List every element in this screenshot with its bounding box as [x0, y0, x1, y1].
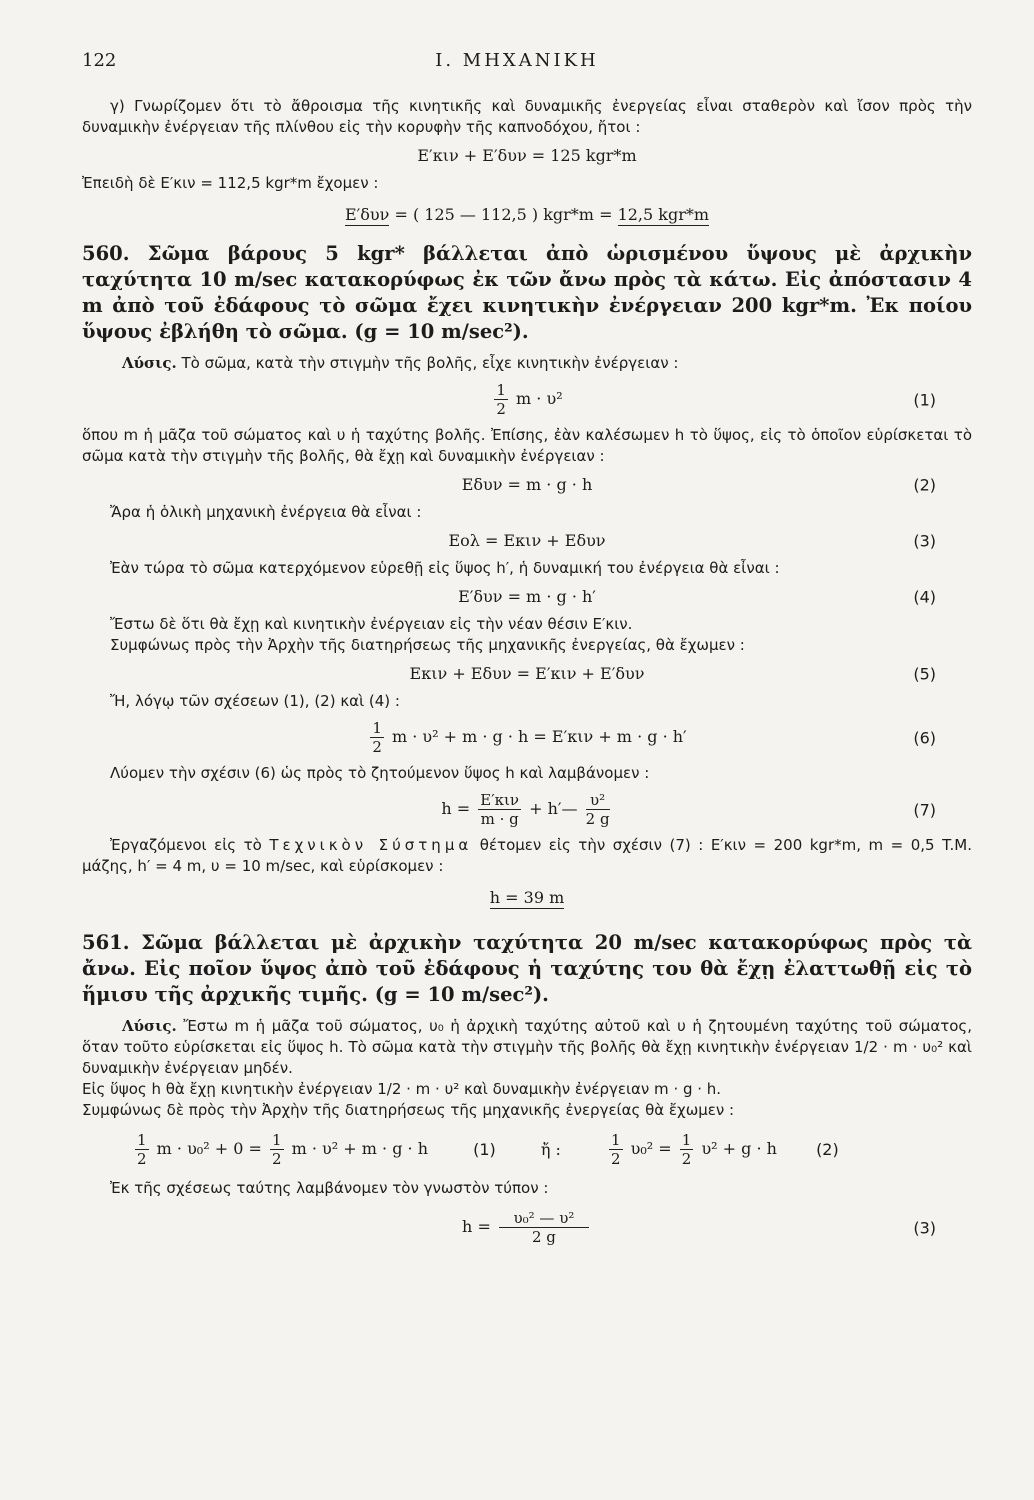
lysis-text: Ἔστω m ἡ μᾶζα τοῦ σώματος, υ₀ ἡ ἀρχικὴ ταχύτης αὐτοῦ καὶ υ ἡ ζητουμένη ταχύτης τοῦ σώματος, ὅταν τοῦτο εὑρίσκεται εἰς ὕψος h. Τὸ σῶμα κατὰ τὴν στιγμὴν τῆς βολῆς θὰ ἔχῃ κινητικὴν ἐνέργειαν 1/2 · m · υ₀² καὶ δυναμικὴν ἐνέργειαν μηδέν. — [82, 1017, 972, 1077]
problem-561-statement: 561. Σῶμα βάλλεται μὲ ἀρχικὴν ταχύτητα 20 m/sec κατακορύφως πρὸς τὰ ἄνω. Εἰς ποῖον ὕψος ἀπὸ τοῦ ἐδάφους ἡ ταχύτης του θὰ ἔχῃ ἐλαττωθῇ εἰς τὸ ἥμισυ τῆς ἀρχικῆς τιμῆς. (g = 10 m/sec²). — [82, 931, 972, 1006]
problem-560-text2: ὅπου m ἡ μᾶζα τοῦ σώματος καὶ υ ἡ ταχύτης βολῆς. Ἐπίσης, ἐὰν καλέσωμεν h τὸ ὕψος, εἰς τὸ ὁποῖον εὑρίσκεται τὸ σῶμα κατὰ τὴν στιγμὴν τῆς βολῆς, θὰ ἔχῃ καὶ δυναμικὴν ἐνέργειαν : — [82, 426, 972, 465]
eq-text: E′κιν + E′δυν = 125 kgr*m — [417, 146, 637, 165]
eq1-rest: m · υ² — [516, 389, 563, 408]
problem-560-text3: Ἄρα ἡ ὁλικὴ μηχανικὴ ἐνέργεια θὰ εἶναι : — [110, 503, 422, 521]
part-gamma-eq2 — [82, 204, 972, 225]
problem-560-eq5 — [82, 663, 972, 684]
eq6-rest: m · υ² + m · g · h = E′κιν + m · g · h′ — [391, 727, 687, 746]
fraction-v2-over-2g — [586, 791, 610, 828]
frac-num: 1 — [611, 1131, 621, 1149]
c1-number: (1) — [473, 1140, 496, 1159]
c-or: ἤ : — [540, 1140, 561, 1159]
fraction-ekin-over-mg — [478, 791, 521, 828]
lysis-intro: Τὸ σῶμα, κατὰ τὴν στιγμὴν τῆς βολῆς, εἶχε κινητικὴν ἐνέργειαν : — [181, 354, 679, 372]
problem-560-text9 — [82, 835, 972, 877]
problem-560-statement: 560. Σῶμα βάρους 5 kgr* βάλλεται ἀπὸ ὡρισμένου ὕψους μὲ ἀρχικὴν ταχύτητα 10 m/sec κατακορύφως ἐκ τῶν ἄνω πρὸς τὰ κάτω. Εἰς ἀπόστασιν 4 m ἀπὸ τοῦ ἐδάφους τὸ σῶμα ἔχει κινητικὴν ἐνέργειαν 200 kgr*m. Ἐκ ποίου ὕψους ἐβλήθη τὸ σῶμα. (g = 10 m/sec²). — [82, 242, 972, 343]
fraction-half — [609, 1131, 623, 1168]
problem-560-text8: Λύομεν τὴν σχέσιν (6) ὡς πρὸς τὸ ζητούμενον ὕψος h καὶ λαμβάνομεν : — [110, 764, 650, 782]
page-content — [82, 96, 972, 1253]
frac-num: υ₀² — υ² — [499, 1209, 589, 1228]
eq3-text: Eολ = Eκιν + Eδυν — [448, 531, 606, 550]
text9-a: Ἐργαζόμενοι εἰς τὸ — [110, 836, 262, 854]
eq7-number: (7) — [913, 800, 936, 819]
fraction-height-formula — [499, 1209, 589, 1246]
frac-den: m · g — [480, 810, 519, 828]
problem-560-text6: Συμφώνως πρὸς τὴν Ἀρχὴν τῆς διατηρήσεως τῆς μηχανικῆς ἐνεργείας, θὰ ἔχωμεν : — [110, 636, 745, 654]
lysis-label: Λύσις. — [122, 354, 177, 372]
frac-num: 1 — [137, 1131, 147, 1149]
eq5-number: (5) — [913, 664, 936, 683]
frac-den: 2 — [137, 1150, 147, 1168]
problem-561-combined-equations — [82, 1131, 972, 1168]
problem-560-text4: Ἐὰν τώρα τὸ σῶμα κατερχόμενον εὑρεθῇ εἰς ὕψος h′, ἡ δυναμική του ἐνέργεια θὰ εἶναι : — [110, 559, 780, 577]
eq6-number: (6) — [913, 728, 936, 747]
fraction-half — [494, 381, 508, 418]
frac-den: 2 g — [531, 1228, 556, 1246]
problem-561-text4: Ἐκ τῆς σχέσεως ταύτης λαμβάνομεν τὸν γνωστὸν τύπον : — [110, 1179, 549, 1197]
problem-560-result — [82, 887, 972, 908]
frac-num: E′κιν — [480, 791, 520, 809]
c2-a: υ₀² = — [630, 1139, 672, 1158]
frac-num: 1 — [681, 1131, 692, 1149]
eq4-number: (4) — [913, 587, 936, 606]
result-value: h = 39 m — [489, 888, 565, 907]
frac-num: 1 — [372, 719, 382, 737]
eq3-number: (3) — [913, 531, 936, 550]
page-number: 122 — [82, 50, 117, 71]
c1-a: m · υ₀² + 0 = — [156, 1139, 262, 1158]
eq2-number: (2) — [913, 475, 936, 494]
eq7-lhs: h = — [441, 799, 471, 818]
fraction-half — [370, 719, 384, 756]
running-title: Ι. ΜΗΧΑΝΙΚΗ — [435, 50, 599, 71]
frac-den: 2 — [372, 738, 382, 756]
problem-560-text5: Ἔστω δὲ ὅτι θὰ ἔχῃ καὶ κινητικὴν ἐνέργειαν εἰς τὴν νέαν θέσιν E′κιν. — [110, 615, 633, 633]
frac-den: 2 — [681, 1150, 692, 1168]
problem-560-eq7 — [82, 791, 972, 828]
problem-560-eq4 — [82, 586, 972, 607]
problem-560-eq6 — [82, 719, 972, 756]
eq3-lhs: h = — [462, 1217, 491, 1236]
problem-561-lysis — [82, 1016, 972, 1079]
c2-number: (2) — [816, 1140, 839, 1159]
part-gamma-text: γ) Γνωρίζομεν ὅτι τὸ ἄθροισμα τῆς κινητικῆς καὶ δυναμικῆς ἐνεργείας εἶναι σταθερὸν καὶ ἴσον πρὸς τὴν δυναμικὴν ἐνέργειαν τῆς πλίνθου εἰς τὴν κορυφὴν τῆς καπνοδόχου, ἤτοι : — [82, 97, 972, 136]
frac-den: 2 — [611, 1150, 621, 1168]
c1-group — [132, 1131, 428, 1168]
problem-560-eq1 — [82, 381, 972, 418]
problem-560-text7: Ἤ, λόγῳ τῶν σχέσεων (1), (2) καὶ (4) : — [110, 692, 400, 710]
eq2-left: E′δυν — [344, 205, 390, 224]
eq3-number: (3) — [913, 1218, 936, 1237]
part-gamma-line2: Ἐπειδὴ δὲ E′κιν = 112,5 kgr*m ἔχομεν : — [82, 174, 379, 192]
eq2-right: 12,5 kgr*m — [617, 205, 710, 224]
problem-561-text3: Συμφώνως δὲ πρὸς τὴν Ἀρχὴν τῆς διατηρήσεως τῆς μηχανικῆς ἐνεργείας θὰ ἔχωμεν : — [82, 1101, 735, 1119]
eq1-number: (1) — [913, 390, 936, 409]
problem-560-eq2 — [82, 474, 972, 495]
lysis-label: Λύσις. — [122, 1017, 177, 1035]
problem-561-text2: Εἰς ὕψος h θὰ ἔχῃ κινητικὴν ἐνέργειαν 1/2 · m · υ² καὶ δυναμικὴν ἐνέργειαν m · g · h. — [82, 1080, 722, 1098]
frac-num: υ² — [586, 791, 610, 810]
frac-den: 2 — [271, 1150, 282, 1168]
c2-b: υ² + g · h — [701, 1139, 777, 1158]
eq2-text: Eδυν = m · g · h — [461, 475, 593, 494]
eq7-mid: + h′— — [529, 799, 578, 818]
eq5-text: Eκιν + Eδυν = E′κιν + E′δυν — [409, 664, 645, 683]
frac-num: 1 — [271, 1131, 282, 1149]
eq2-mid: = ( 125 — 112,5 ) kgr*m = — [394, 205, 613, 224]
c1-b: m · υ² + m · g · h — [291, 1139, 428, 1158]
problem-561-eq3 — [82, 1209, 972, 1246]
eq4-text: E′δυν = m · g · h′ — [458, 587, 596, 606]
fraction-half — [270, 1131, 284, 1168]
frac-num: 1 — [496, 381, 506, 399]
frac-den: 2 — [496, 400, 506, 418]
problem-560-eq3 — [82, 530, 972, 551]
text9-b: θέτομεν εἰς τὴν σχέσιν (7) : E′κιν = 200 kgr*m, m = 0,5 T.M. μάζης, h′ = 4 m, υ = 10 m/sec, καὶ εὑρίσκομεν : — [82, 836, 972, 875]
problem-560-lysis — [122, 353, 972, 374]
c2-group — [606, 1131, 777, 1168]
frac-den: 2 g — [585, 810, 610, 828]
fraction-half — [135, 1131, 149, 1168]
text9-spaced: Τεχνικὸν Σύστημα — [269, 836, 473, 854]
part-gamma-eq1 — [82, 145, 972, 166]
fraction-half — [680, 1131, 694, 1168]
page-header — [82, 50, 952, 80]
